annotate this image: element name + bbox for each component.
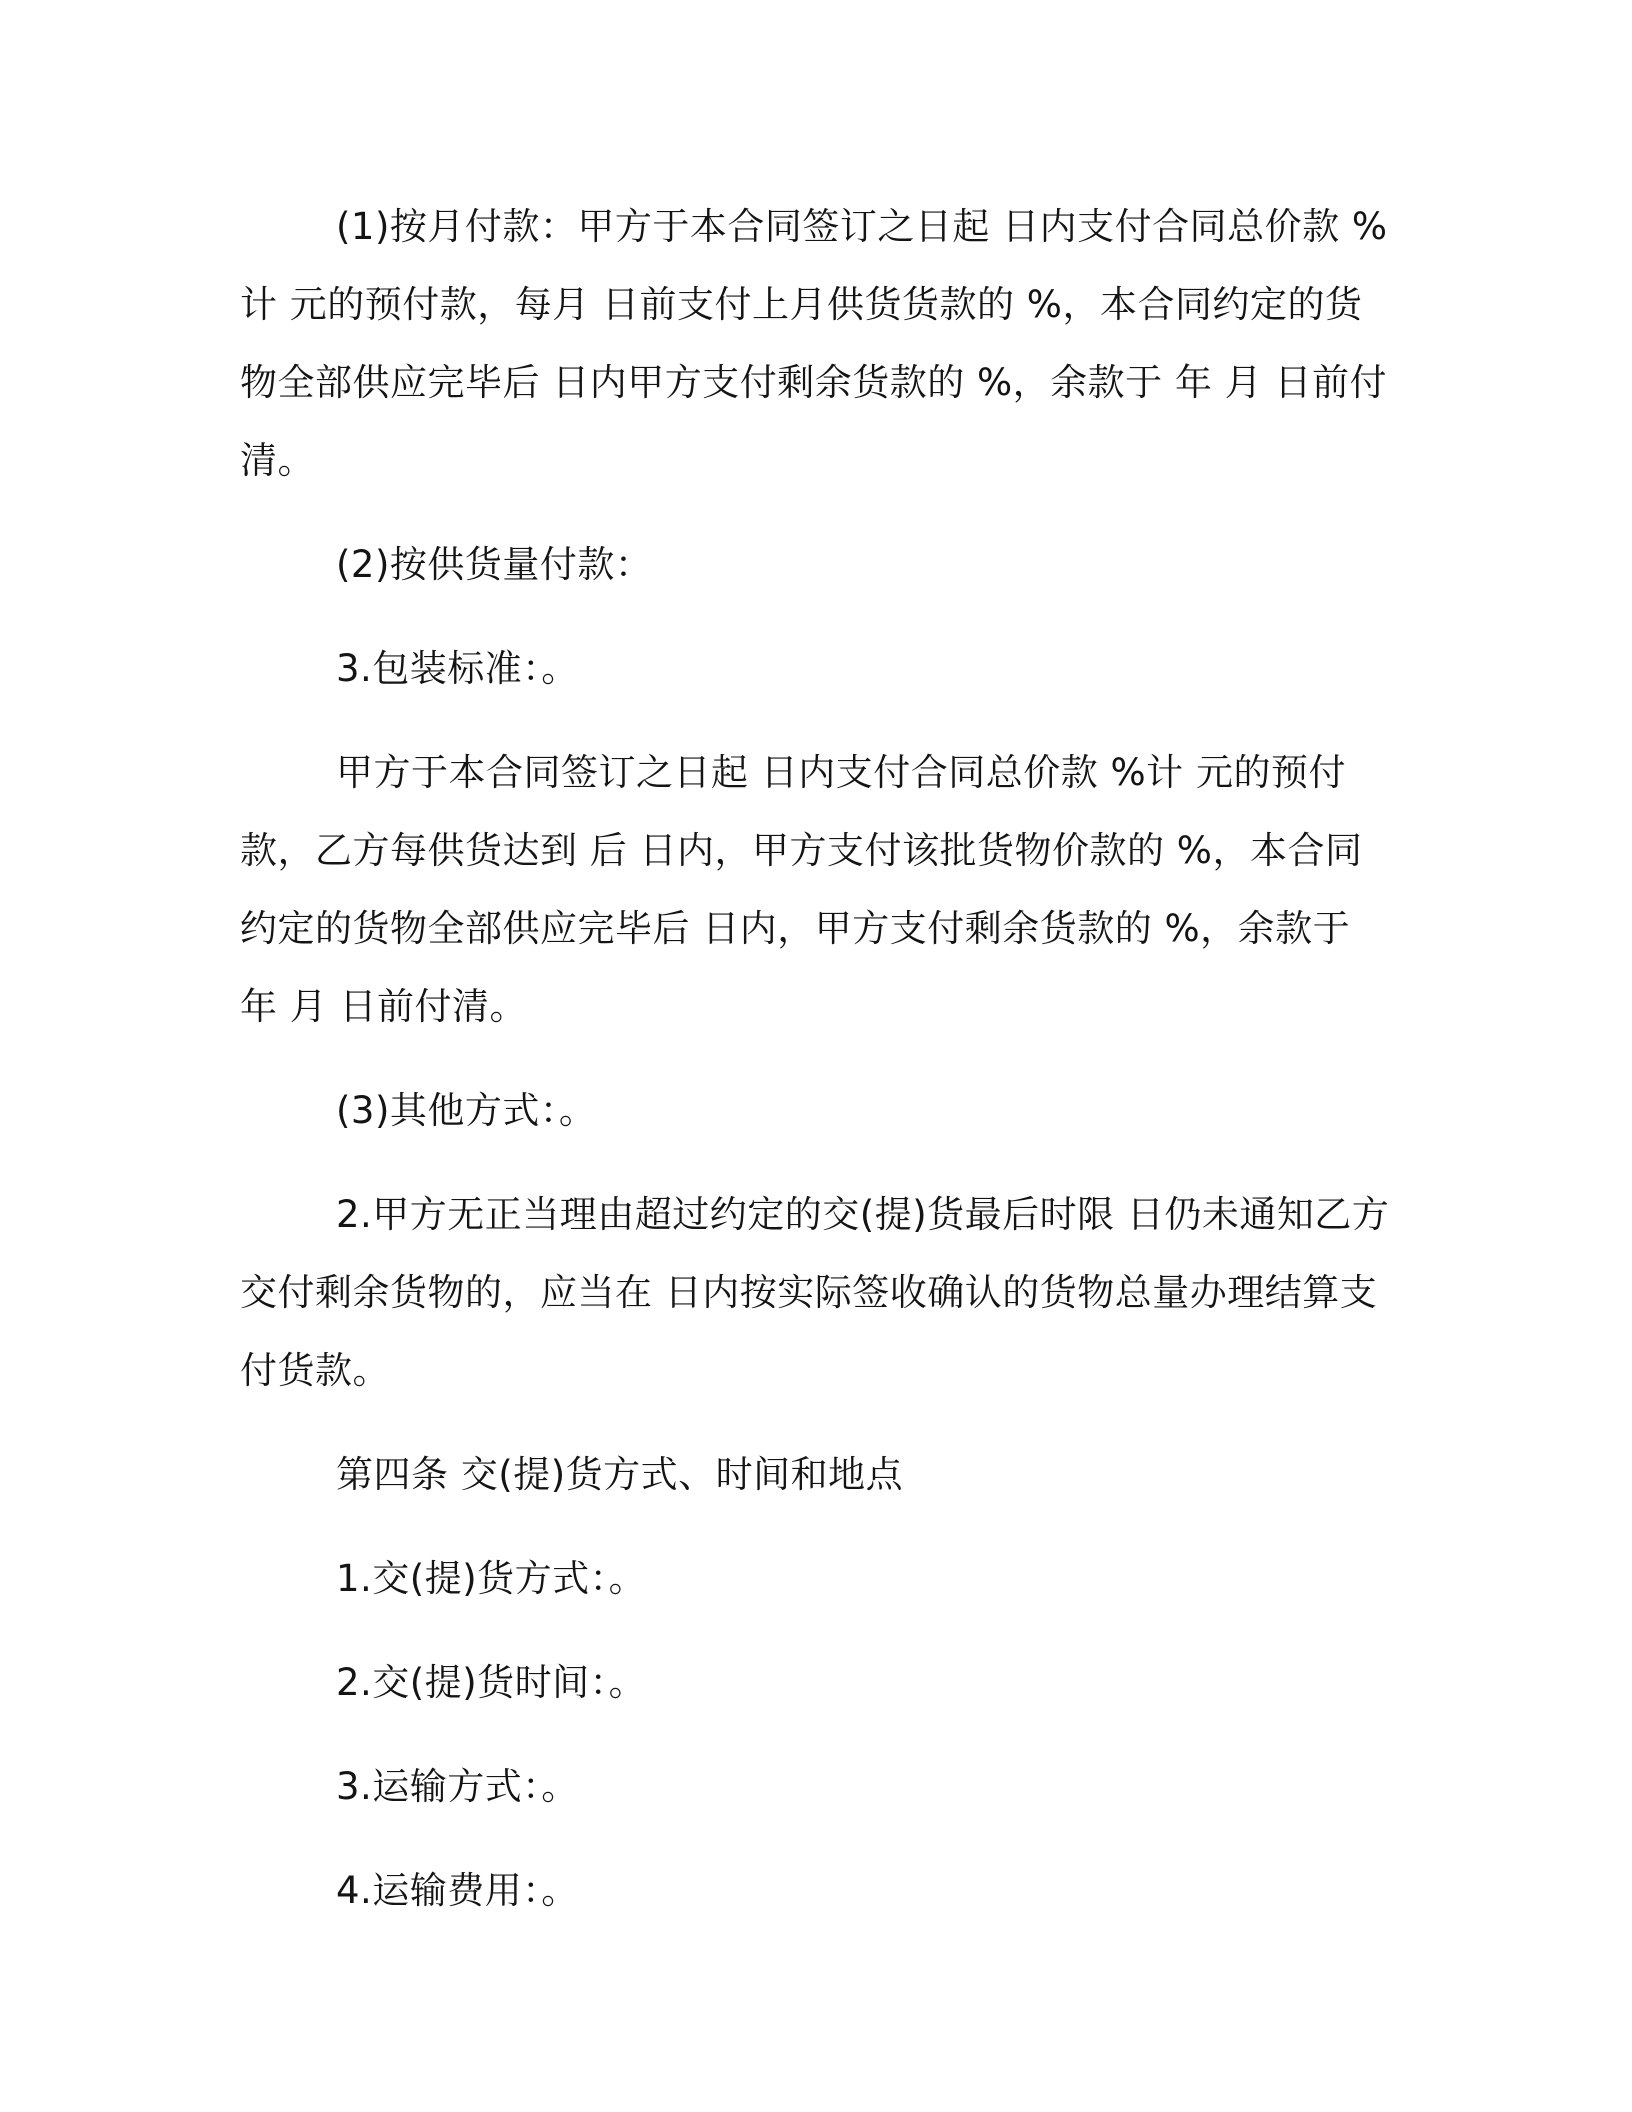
paragraph-monthly-payment: (1)按月付款：甲方于本合同签订之日起 日内支付合同总价款 % 计 元的预付款，每月 日前支付上月供货货款的 %，本合同约定的货物全部供应完毕后 日内甲方支付剩余货款的 %，余款于 年 月 日前付清。: [240, 205, 1388, 482]
list-item-delivery-time: 2.交(提)货时间：。: [336, 1661, 647, 1704]
section-heading-article-4: 第四条 交(提)货方式、时间和地点: [336, 1453, 904, 1496]
paragraph-settlement-clause: 2.甲方无正当理由超过约定的交(提)货最后时限 日仍未通知乙方交付剩余货物的，应当在 日内按实际签收确认的货物总量办理结算支付货款。: [240, 1193, 1390, 1392]
list-item-transport-method: 3.运输方式：。: [336, 1765, 579, 1808]
document-body: [240, 188, 1390, 1956]
paragraph-payment-by-volume: (2)按供货量付款：: [336, 543, 653, 586]
list-item-delivery-method: 1.交(提)货方式：。: [336, 1557, 647, 1600]
paragraph-other-methods: (3)其他方式：。: [336, 1089, 597, 1132]
list-item-transport-cost: 4.运输费用：。: [336, 1869, 579, 1912]
paragraph-packaging-standard: 3.包装标准：。: [336, 647, 579, 690]
paragraph-advance-payment: 甲方于本合同签订之日起 日内支付合同总价款 %计 元的预付款，乙方每供货达到 后 日内，甲方支付该批货物价款的 %，本合同约定的货物全部供应完毕后 日内，甲方支付剩余货款的 %，余款于 年 月 日前付清。: [240, 751, 1363, 1028]
